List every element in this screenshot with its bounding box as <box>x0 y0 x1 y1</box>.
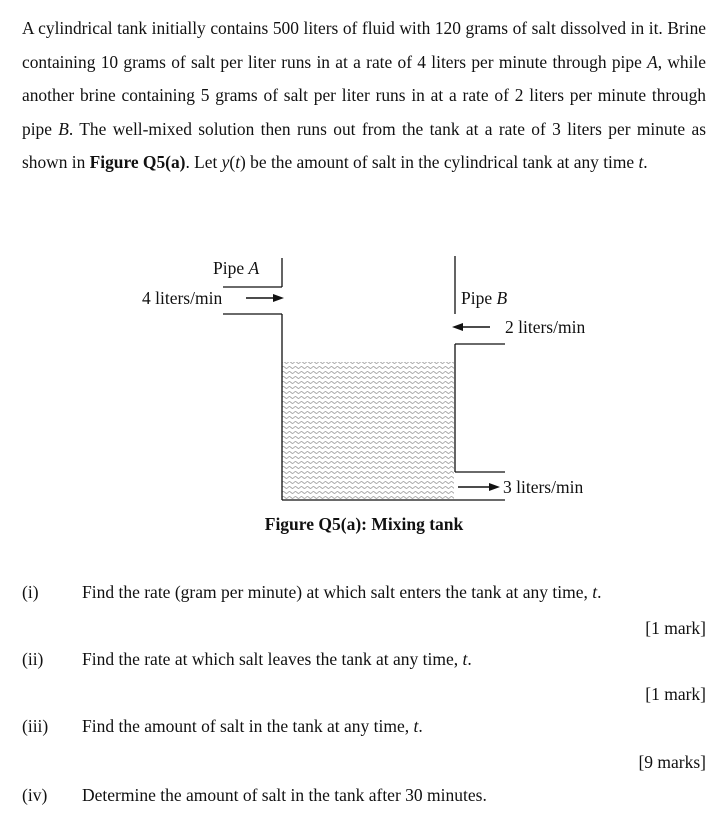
intro-text-1: A cylindrical tank initially contains 500 liters of fluid with 120 grams of salt dissolved in it. Brine containing 10 grams of salt per liter runs in at a rate of 4 liters per minute through pipe <box>22 18 706 72</box>
pipe-b-arrow-icon <box>452 323 490 331</box>
t-variable: t <box>235 152 241 173</box>
pipe-a-rate: 4 liters/min <box>142 288 223 308</box>
intro-text-6: . <box>643 152 648 173</box>
intro-text-4: . Let <box>185 152 222 173</box>
question-2-marks: [1 mark] <box>645 684 706 704</box>
intro-text-5: be the amount of salt in the cylindrical tank at any time <box>245 152 639 173</box>
paren-close: ) <box>240 152 246 173</box>
question-3-text: Find the amount of salt in the tank at any time, t. <box>82 716 423 736</box>
question-2-text: Find the rate at which salt leaves the tank at any time, t. <box>82 649 472 669</box>
intro-text-2: , while another brine containing 5 grams of salt per liter runs in at a rate of 2 liters per minute through pipe <box>22 51 706 139</box>
paren-open: ( <box>229 152 236 173</box>
figure-reference: Figure Q5(a) <box>89 152 186 173</box>
question-1-number: (i) <box>22 582 39 602</box>
question-2-number: (ii) <box>22 649 44 669</box>
question-4-text: Determine the amount of salt in the tank after 30 minutes. <box>82 785 487 805</box>
intro-text-3: . The well-mixed solution then runs out from the tank at a rate of 3 liters per minute as shown in <box>22 118 706 173</box>
pipe-a-arrow-icon <box>246 294 284 302</box>
outflow-rate: 3 liters/min <box>503 477 584 497</box>
outflow-arrow-icon <box>458 483 500 491</box>
figure-caption: Figure Q5(a): Mixing tank <box>264 514 464 534</box>
pipe-b-letter: B <box>58 118 69 139</box>
y-variable: y <box>221 152 230 173</box>
pipe-b-rate: 2 liters/min <box>505 317 586 337</box>
question-1-marks: [1 mark] <box>645 618 706 638</box>
fluid-fill <box>282 362 454 500</box>
question-3-number: (iii) <box>22 716 49 736</box>
pipe-a-letter: A <box>647 51 658 72</box>
pipe-b-label: Pipe B <box>461 288 508 308</box>
question-3-marks: [9 marks] <box>638 752 706 772</box>
question-4-number: (iv) <box>22 785 48 805</box>
pipe-a-label: Pipe A <box>213 258 260 278</box>
question-1-text: Find the rate (gram per minute) at which salt enters the tank at any time, t. <box>82 582 602 602</box>
t-variable-2: t <box>638 152 644 173</box>
